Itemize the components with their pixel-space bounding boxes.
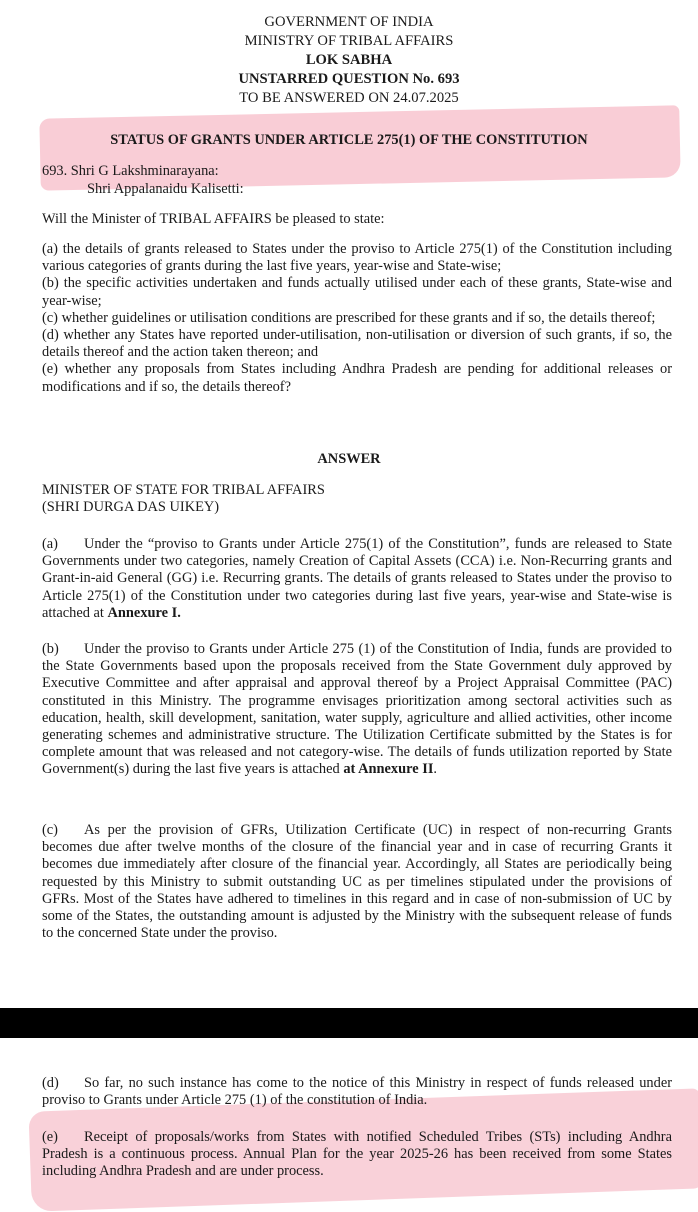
header-question-number: UNSTARRED QUESTION No. 693	[238, 71, 460, 87]
member-second: Shri Appalanaidu Kalisetti:	[87, 181, 244, 197]
question-b: (b) the specific activities undertaken and funds actually utilised under each of these grants, State-wise and year-wise;	[42, 275, 672, 309]
answer-e-text: Receipt of proposals/works from States with notified Scheduled Tribes (STs) including Andhra Pradesh is a continuous process. Annual Plan for the year 2025-26 has been received from some States including Andhra Pradesh and are under process.	[42, 1129, 672, 1180]
answer-a-text: Under the “proviso to Grants under Article 275(1) of the Constitution”, funds are released to State Governments under two categories, namely Creation of Capital Assets (CCA) i.e. Non-Recurring grants and Grant-in-aid General (GG) i.e. Recurring grants. The details of grants released to States under the proviso to Article 275(1) of the Constitution under two categories during last five years, year-wise and State-wise is attached at	[42, 536, 672, 621]
question-e: (e) whether any proposals from States including Andhra Pradesh are pending for additional releases or modifications and if so, the details thereof?	[42, 361, 672, 395]
minister-title: MINISTER OF STATE FOR TRIBAL AFFAIRS	[42, 482, 325, 498]
answer-d	[42, 1075, 672, 1109]
answer-c	[42, 822, 672, 942]
page-separator-bar	[0, 1008, 698, 1038]
answer-heading: ANSWER	[317, 451, 381, 467]
answer-a-label: (a)	[42, 536, 58, 552]
answer-b-end: .	[433, 761, 438, 778]
answer-b-label: (b)	[42, 641, 59, 657]
question-intro: Will the Minister of TRIBAL AFFAIRS be pleased to state:	[42, 211, 385, 227]
header-ministry: MINISTRY OF TRIBAL AFFAIRS	[244, 33, 454, 49]
header-government: GOVERNMENT OF INDIA	[264, 14, 434, 30]
document-title: STATUS OF GRANTS UNDER ARTICLE 275(1) OF THE CONSTITUTION	[110, 132, 588, 148]
question-block	[42, 241, 672, 396]
annexure-1-ref: Annexure I.	[107, 604, 181, 621]
minister-name: (SHRI DURGA DAS UIKEY)	[42, 499, 220, 515]
question-c: (c) whether guidelines or utilisation conditions are prescribed for these grants and if so, the details thereof;	[42, 309, 656, 326]
question-d: (d) whether any States have reported under-utilisation, non-utilisation or diversion of such grants, if so, the details thereof and the action taken thereon; and	[42, 327, 672, 361]
answer-d-text: So far, no such instance has come to the notice of this Ministry in respect of funds released under proviso to Grants under Article 275 (1) of the constitution of India.	[42, 1075, 672, 1109]
question-a: (a) the details of grants released to States under the proviso to Article 275(1) of the Constitution including various categories of grants during the last five years, year-wise and State-wise;	[42, 241, 672, 275]
answer-c-text: As per the provision of GFRs, Utilization Certificate (UC) in respect of non-recurring Grants becomes due after twelve months of the closure of the financial year and in case of recurring Grants it becomes due immediately after closure of the financial year. Accordingly, all States are periodically being requested by this Ministry to submit outstanding UC as per timelines stipulated under the provisions of GFRs. Most of the States have adhered to timelines in this regard and in case of non-submission of UC by some of the States, the outstanding amount is adjusted by the Ministry with the subsequent release of funds to the concerned State under the proviso.	[42, 822, 672, 942]
annexure-2-ref: at Annexure II	[343, 761, 434, 778]
answer-e	[42, 1129, 672, 1181]
member-first: 693. Shri G Lakshminarayana:	[42, 163, 219, 179]
answer-c-label: (c)	[42, 822, 58, 838]
header-house: LOK SABHA	[305, 52, 393, 68]
answer-b	[42, 641, 672, 779]
header-answer-date: TO BE ANSWERED ON 24.07.2025	[239, 90, 459, 106]
answer-e-label: (e)	[42, 1129, 58, 1145]
answer-b-text: Under the proviso to Grants under Article 275 (1) of the Constitution of India, funds are provided to the State Governments based upon the proposals received from the State Government duly approved by Executive Committee and after appraisal and approval thereof by a Project Appraisal Committee (PAC) constituted in this Ministry. The programme envisages prioritization among sectoral activities such as education, health, skill development, sanitation, water supply, agriculture and allied activities, other income generating schemes and administrative structure. The Utilization Certificate submitted by the States is for complete amount that was released and not category-wise. The details of funds utilization reported by State Government(s) during the last five years is attached	[42, 641, 672, 778]
answer-d-label: (d)	[42, 1075, 59, 1091]
answer-a	[42, 536, 672, 622]
